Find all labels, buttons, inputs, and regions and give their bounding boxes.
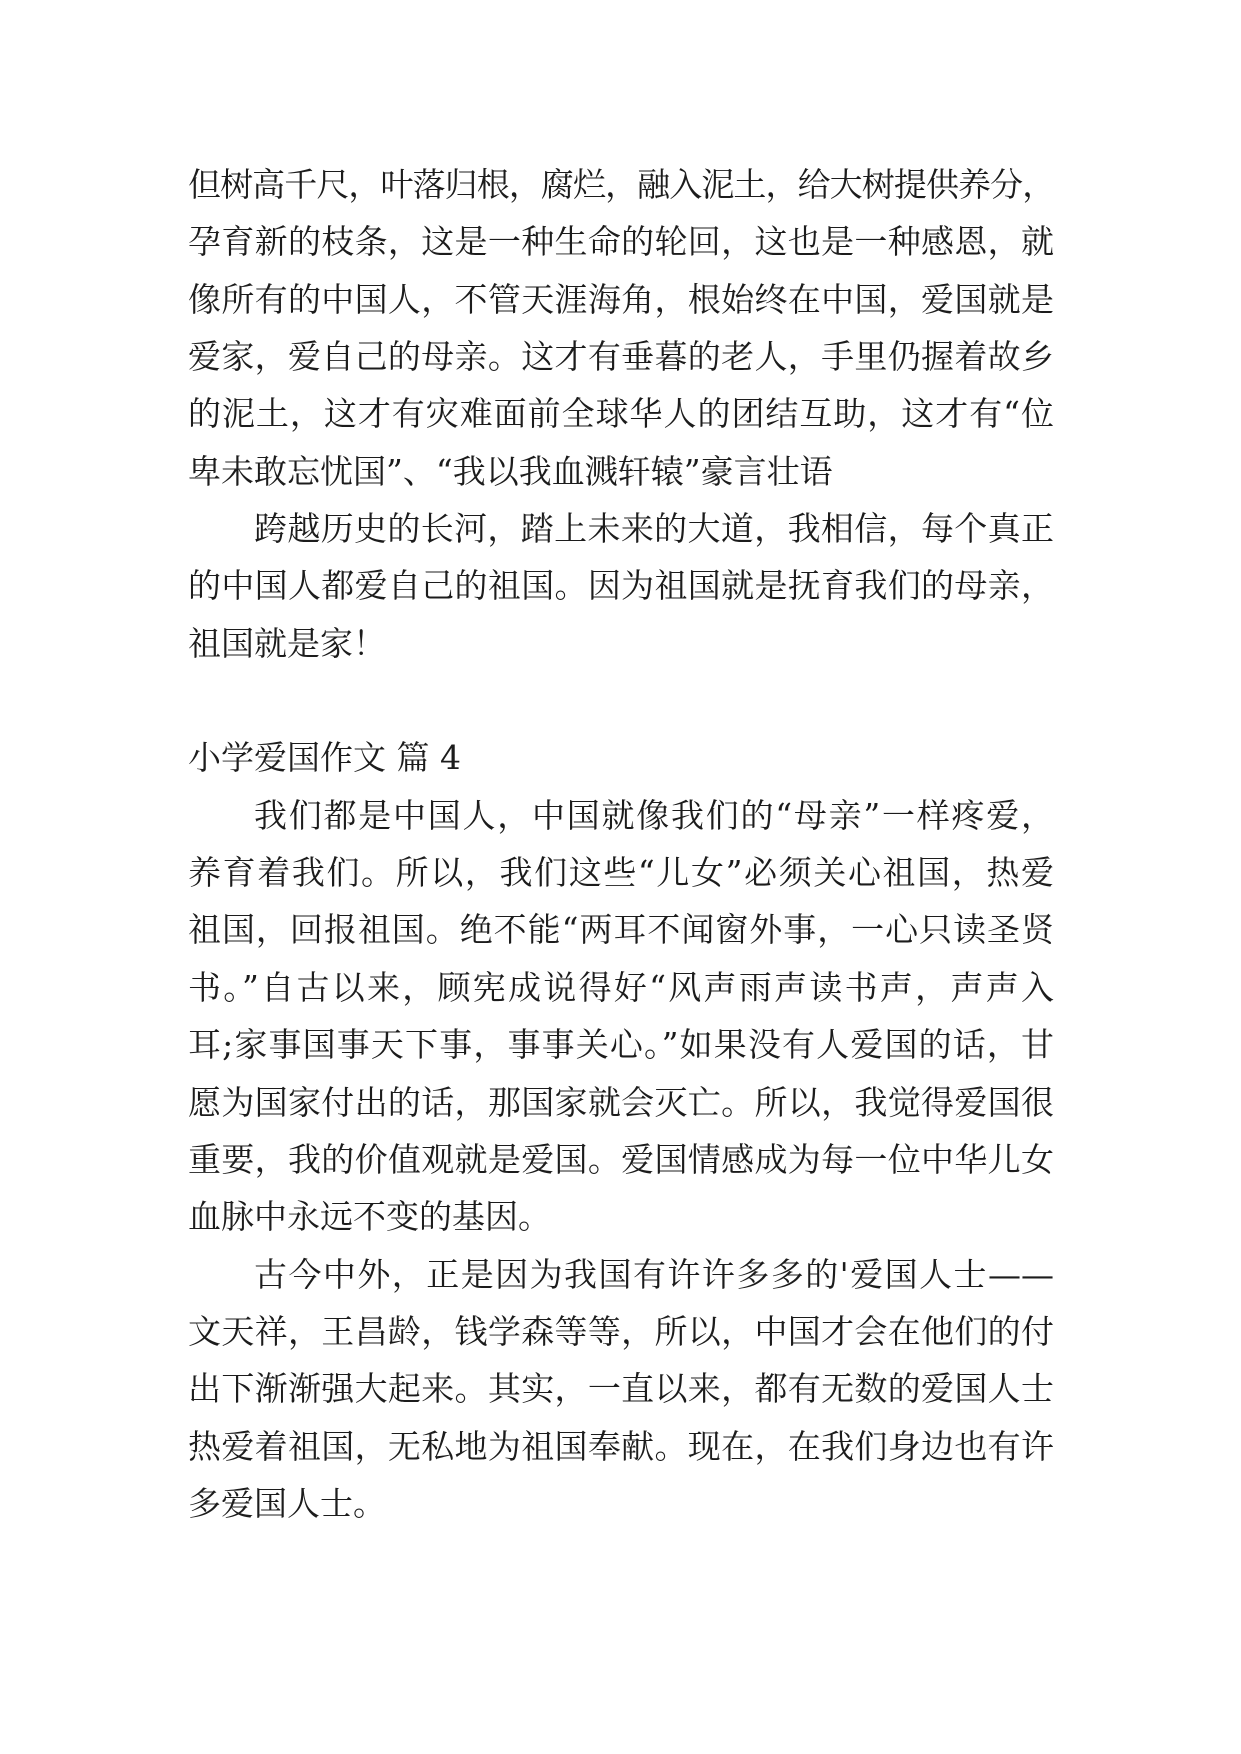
text-line: 的泥土，这才有灾难面前全球华人的团结互助，这才有“位	[188, 394, 1054, 434]
paragraph	[188, 500, 1054, 672]
text-line: 养育着我们。所以，我们这些“儿女”必须关心祖国，热爱	[188, 853, 1054, 893]
text-line: 多爱国人士。	[188, 1483, 386, 1523]
text-line: 祖国就是家！	[188, 623, 386, 663]
text-line: 文天祥，王昌龄，钱学森等等，所以，中国才会在他们的付	[188, 1311, 1054, 1351]
text-line: 热爱着祖国，无私地为祖国奉献。现在，在我们身边也有许	[188, 1426, 1054, 1466]
text-line: 书。”自古以来，顾宪成说得好“风声雨声读书声，声声入	[188, 967, 1054, 1007]
text-line: 愿为国家付出的话，那国家就会灭亡。所以，我觉得爱国很	[188, 1082, 1054, 1122]
text-line: 但树高千尺，叶落归根，腐烂，融入泥土，给大树提供养分，	[188, 165, 1054, 204]
text-line: 的中国人都爱自己的祖国。因为祖国就是抚育我们的母亲，	[188, 566, 1054, 606]
text-line: 耳;家事国事天下事，事事关心。”如果没有人爱国的话，甘	[188, 1025, 1054, 1065]
text-line: 古今中外，正是因为我国有许许多多的'爱国人士——	[254, 1254, 1054, 1294]
text-line: 血脉中永远不变的基因。	[188, 1197, 551, 1237]
text-line: 卑未敢忘忧国”、“我以我血溅轩辕”豪言壮语	[188, 451, 833, 491]
text-line: 跨越历史的长河，踏上未来的大道，我相信，每个真正	[254, 509, 1054, 549]
document-section	[188, 729, 1054, 1532]
document-section	[188, 156, 1054, 672]
text-line: 祖国，回报祖国。绝不能“两耳不闻窗外事，一心只读圣贤	[188, 910, 1054, 950]
paragraph	[188, 787, 1054, 1246]
blank-line	[188, 672, 1054, 729]
document-page	[188, 156, 1054, 1532]
paragraph	[188, 1246, 1054, 1533]
text-line: 孕育新的枝条，这是一种生命的轮回，这也是一种感恩，就	[188, 222, 1054, 262]
essay-title: 小学爱国作文 篇 4	[188, 738, 461, 778]
text-line: 出下渐渐强大起来。其实，一直以来，都有无数的爱国人士	[188, 1369, 1054, 1409]
text-line: 我们都是中国人，中国就像我们的“母亲”一样疼爱，	[254, 795, 1054, 835]
text-line: 爱家，爱自己的母亲。这才有垂暮的老人，手里仍握着故乡	[188, 337, 1054, 377]
text-line: 重要，我的价值观就是爱国。爱国情感成为每一位中华儿女	[188, 1139, 1054, 1179]
paragraph	[188, 156, 1054, 500]
text-line: 像所有的中国人，不管天涯海角，根始终在中国，爱国就是	[188, 279, 1054, 319]
